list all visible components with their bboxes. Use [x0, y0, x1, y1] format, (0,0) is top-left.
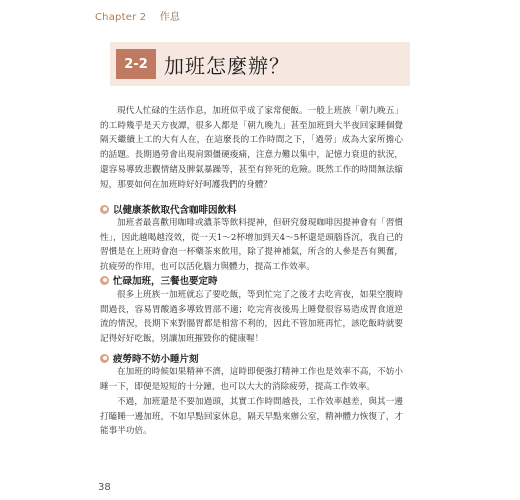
paragraph-regular-meals: 很多上班族一加班就忘了要吃飯，等到忙完了之後才去吃宵夜，如果空腹時間過長，容易胃酸過多導致胃部不適；吃完宵夜後馬上睡覺很容易造成胃食道逆流的情況，長期下來對腸胃都是相當不利的，因此不管加班再忙，該吃飯時就要記得好好吃飯，別讓加班摧毀你的健康喔！: [100, 290, 403, 345]
bullet-icon: [100, 276, 109, 285]
subheading-regular-meals: [100, 273, 218, 287]
subheading-text: 疲勞時不妨小睡片刻: [113, 354, 199, 365]
running-header: [95, 8, 180, 23]
bullet-icon: [100, 205, 109, 214]
section-title: 加班怎麼辦？: [164, 53, 290, 78]
paragraph-short-nap: 在加班的時候如果精神不濟，這時即便強打精神工作也是效率不高，不妨小睡一下，即便是短短的十分鐘，也可以大大的消除疲勞，提高工作效率。: [100, 367, 403, 392]
subheading-healthy-tea: [100, 202, 237, 216]
intro-paragraph: 現代人忙碌的生活作息，加班似乎成了家常便飯。一般上班族「朝九晚五」的工時幾乎是天方夜譚，很多人都是「朝九晚九」甚至加班到大半夜回家睡個覺隔天繼續上工的大有人在，在這麼長的工作時間之下，「過勞」成為大家所擔心的話題。長期過勞會出現肩頸僵硬痠痛，注意力難以集中，記憶力衰退的狀況，還容易導致悲觀情緒及脾氣暴躁等，甚至有猝死的危險。既然工作的時間無法縮短，那要如何在加班時好好呵護我們的身體？: [100, 106, 403, 190]
section-number-badge: 2-2: [116, 49, 156, 79]
chapter-section-name: 作息: [159, 12, 181, 23]
page-number: 38: [98, 482, 111, 493]
subheading-short-nap: [100, 351, 199, 365]
subheading-text: 忙碌加班，三餐也要定時: [113, 276, 218, 287]
chapter-label: Chapter 2: [95, 12, 147, 23]
bullet-icon: [100, 354, 109, 363]
paragraph-dont-overwork: 不過，加班還是不要加過頭，其實工作時間越長，工作效率越差，與其一邊打瞌睡一邊加班，不如早點回家休息，隔天早點來辦公室，精神體力恢復了，才能事半功倍。: [100, 397, 403, 437]
paragraph-healthy-tea: 加班者最喜歡用咖啡或濃茶等飲料提神，但研究發現咖啡因提神會有「習慣性」，因此越喝越沒效，從一天1～2杯增加到天4～5杯還是頭腦昏沉，我自己的習慣是在上班時會泡一杯藥茶來飲用，除了提神補氣，所含的人參是吾有興奮，抗疲勞的作用，也可以活化腦力與體力，提高工作效率。: [100, 218, 403, 273]
subheading-text: 以健康茶飲取代含咖啡因飲料: [113, 205, 237, 216]
section-banner: [110, 42, 410, 86]
